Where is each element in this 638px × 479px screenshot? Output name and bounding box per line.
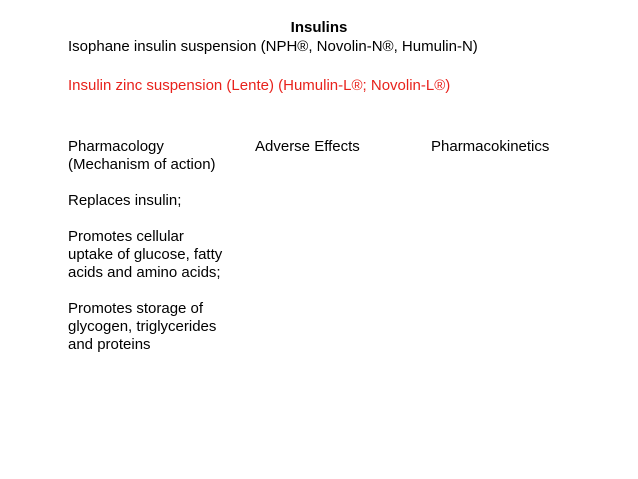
pharmacology-paragraph	[68, 300, 248, 354]
pharmacokinetics-column	[431, 138, 549, 156]
pharmacology-paragraph	[68, 228, 248, 282]
insulin-zinc-line: Insulin zinc suspension (Lente) (Humulin-L®; Novolin-L®)	[68, 77, 451, 94]
pharmacology-paragraph	[68, 192, 248, 210]
pharmacology-text-line: and proteins	[68, 336, 151, 353]
adverse-effects-column	[255, 138, 360, 156]
pharmacology-header	[68, 138, 248, 174]
pharmacokinetics-header: Pharmacokinetics	[431, 138, 550, 155]
isophane-insulin-line: Isophane insulin suspension (NPH®, Novolin-N®, Humulin-N)	[68, 38, 478, 55]
pharmacology-text-line: Replaces insulin;	[68, 192, 182, 209]
pharmacology-text-line: glycogen, triglycerides	[68, 318, 217, 335]
adverse-effects-header: Adverse Effects	[255, 138, 360, 155]
pharmacology-text-line: Promotes storage of	[68, 300, 204, 317]
pharmacology-text-line: Promotes cellular	[68, 228, 184, 245]
pharmacology-text-line: uptake of glucose, fatty	[68, 246, 223, 263]
slide-title: Insulins	[290, 19, 348, 36]
pharmacology-text-line: acids and amino acids;	[68, 264, 221, 281]
pharmacology-header-title: Pharmacology	[68, 138, 164, 155]
pharmacology-column	[68, 138, 248, 372]
pharmacology-header-subtitle: (Mechanism of action)	[68, 156, 216, 173]
